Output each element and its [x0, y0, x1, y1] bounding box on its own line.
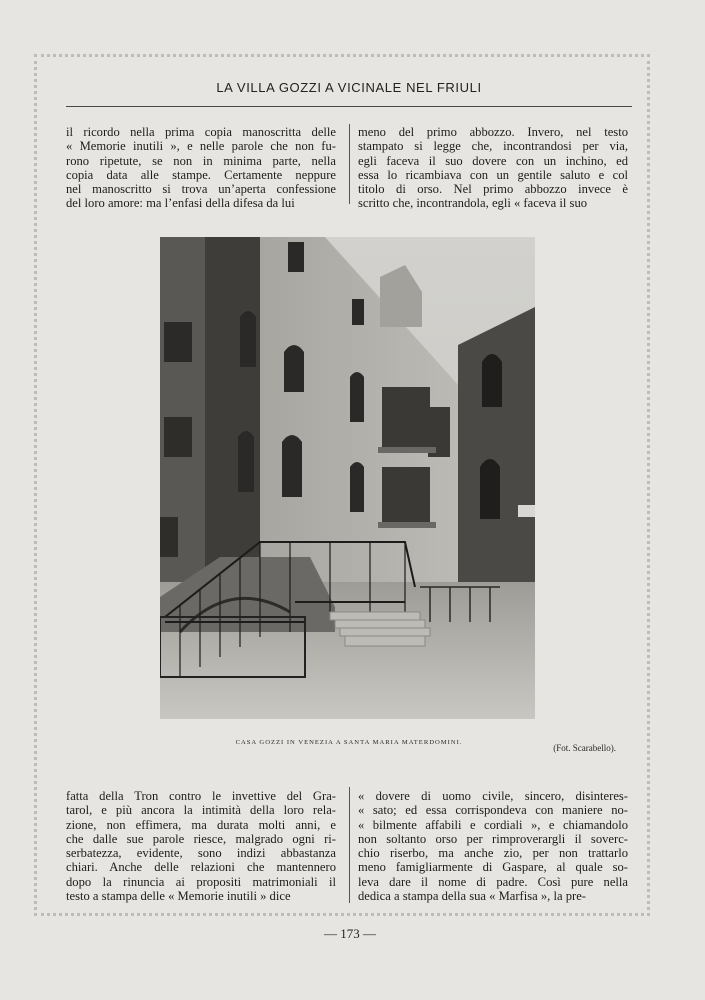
running-title: LA VILLA GOZZI A VICINALE NEL FRIULI — [216, 80, 482, 95]
bottom-left-column — [66, 789, 336, 903]
text-line: « Memorie inutili », e nelle parole che non fu- — [66, 139, 336, 154]
column-rule-bottom — [349, 787, 350, 903]
text-line: zione, non effimera, ma durata molti anni, e — [66, 817, 336, 832]
text-line: leva dare il nome di padre. Così pure nella — [358, 874, 628, 889]
text-line: meno del primo abbozzo. Invero, nel testo — [358, 125, 628, 139]
text-line: serbatezza, evidente, sono indizi abbastanza — [66, 846, 336, 861]
text-line: nel manoscritto si trova un’aperta confessione — [66, 182, 336, 197]
text-line: del loro amore: ma l’enfasi della difesa da lui — [66, 196, 295, 211]
text-line: « bilmente affabili e cordiali », e chiamandolo — [358, 817, 628, 832]
text-line: chiari. Anche delle relazioni che mantennero — [66, 860, 336, 875]
text-line: meno famigliarmente di Gaspare, al quale so- — [358, 860, 628, 875]
text-line: copia data alle stampe. Certamente neppure — [66, 167, 336, 182]
text-line: essa lo ricambiava con un gentile saluto e col — [358, 167, 628, 182]
text-line: egli faceva il suo dovere con un inchino, ed — [358, 153, 628, 168]
text-line: non soltanto orso per rimproverargli il soverc- — [358, 831, 628, 846]
text-line: titolo di orso. Nel primo abbozzo invece è — [358, 182, 628, 197]
text-line: che dalle sue parole riesce, malgrado ogni ri- — [66, 831, 336, 846]
text-line: fatta della Tron contro le invettive del Gra- — [66, 789, 336, 803]
text-line: « sato; ed essa corrispondeva con maniere no- — [358, 803, 628, 818]
text-line: chio riserbo, ma anche zio, per non trattarlo — [358, 846, 628, 861]
text-line: dopo la rinuncia ai propositi matrimoniali il — [66, 874, 336, 889]
bottom-right-column — [358, 789, 628, 903]
title-rule — [66, 106, 632, 107]
text-line: dedica a stampa della sua « Marfisa », la pre- — [358, 889, 586, 904]
text-line: testo a stampa delle « Memorie inutili » dice — [66, 889, 291, 904]
top-right-column — [358, 125, 628, 211]
text-line: il ricordo nella prima copia manoscritta delle — [66, 125, 336, 139]
text-line: tarol, e più ancora la intimità della loro rela- — [66, 803, 336, 818]
text-line: scritto che, incontrandola, egli « faceva il suo — [358, 196, 588, 211]
photo-illustration — [160, 237, 535, 719]
page-number: — 173 — — [324, 926, 376, 941]
photo-credit: (Fot. Scarabello). — [553, 743, 616, 753]
text-line: « dovere di uomo civile, sincero, disinteres- — [358, 789, 628, 803]
figure-caption: CASA GOZZI IN VENEZIA A SANTA MARIA MATERDOMINI. — [235, 739, 463, 746]
text-line: rono ripetute, se non in minima parte, nella — [66, 153, 336, 168]
top-left-column — [66, 125, 336, 211]
photograph-casa-gozzi — [160, 237, 535, 719]
column-rule-top — [349, 124, 350, 204]
text-line: stampato si legge che, incontrandosi per via, — [358, 139, 628, 154]
